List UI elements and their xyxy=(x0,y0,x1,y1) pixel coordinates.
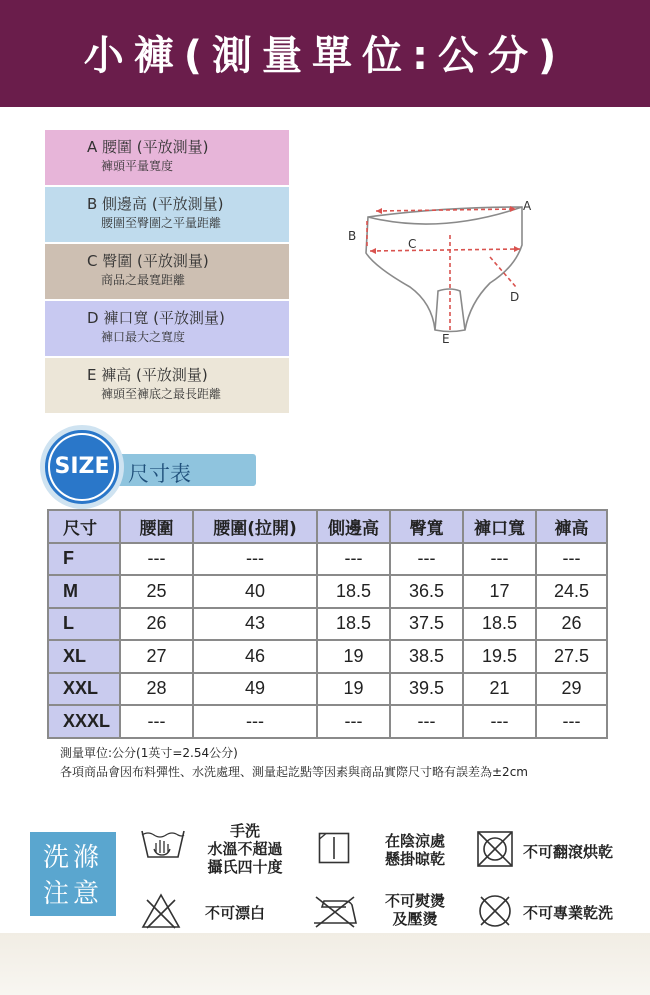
table-cell: 39.5 xyxy=(390,673,463,706)
size-chart-title: 尺寸表 xyxy=(128,462,191,486)
care-text-hand-wash: 手洗 水溫不超過 攝氏四十度 xyxy=(207,822,283,876)
table-cell: 27 xyxy=(120,640,193,673)
no-tumble-dry-icon xyxy=(476,830,514,868)
table-cell: --- xyxy=(390,705,463,738)
table-cell: 17 xyxy=(463,575,536,608)
table-cell: --- xyxy=(463,543,536,576)
column-header: 臀寬 xyxy=(390,510,463,543)
footer-band xyxy=(0,933,650,995)
table-cell: --- xyxy=(390,543,463,576)
table-cell: 19 xyxy=(317,640,390,673)
measure-name: C 臀圍 (平放測量) xyxy=(87,252,209,270)
care-title-line: 洗滌 xyxy=(42,843,103,873)
table-cell: 24.5 xyxy=(536,575,607,608)
care-text-no-dryclean: 不可專業乾洗 xyxy=(523,904,614,922)
column-header: 尺寸 xyxy=(48,510,120,543)
table-cell: 25 xyxy=(120,575,193,608)
size-circle-label: SIZE xyxy=(54,454,110,479)
table-cell: --- xyxy=(536,543,607,576)
table-row xyxy=(48,705,607,738)
measurement-notes xyxy=(60,744,640,782)
size-cell: XL xyxy=(48,640,120,673)
column-header: 腰圍 xyxy=(120,510,193,543)
measure-item-leg-opening xyxy=(45,301,289,356)
care-text-no-iron: 不可熨燙 及壓燙 xyxy=(384,892,445,928)
size-cell: L xyxy=(48,608,120,641)
table-cell: 18.5 xyxy=(463,608,536,641)
measure-desc: 商品之最寬距離 xyxy=(101,273,186,287)
table-cell: --- xyxy=(317,705,390,738)
measure-name: B 側邊高 (平放測量) xyxy=(87,195,224,213)
table-cell: 27.5 xyxy=(536,640,607,673)
measure-desc: 褲口最大之寬度 xyxy=(101,330,186,344)
diagram-label-b: B xyxy=(348,229,357,243)
diagram-label-c: C xyxy=(408,237,417,251)
measure-item-waist xyxy=(45,130,289,185)
measure-desc: 褲頭至褲底之最長距離 xyxy=(101,387,222,401)
hang-dry-icon xyxy=(318,832,350,864)
table-cell: 49 xyxy=(193,673,317,706)
table-cell: 46 xyxy=(193,640,317,673)
no-dry-clean-icon xyxy=(476,892,514,930)
table-row xyxy=(48,543,607,576)
size-cell: M xyxy=(48,575,120,608)
measure-name: A 腰圍 (平放測量) xyxy=(87,138,209,156)
table-row xyxy=(48,640,607,673)
page-title: 小褲(測量單位:公分) xyxy=(83,33,567,79)
diagram-label-d: D xyxy=(510,290,520,304)
note-line: 測量單位:公分(1英寸=2.54公分) xyxy=(60,746,238,760)
table-cell: 26 xyxy=(536,608,607,641)
table-cell: 26 xyxy=(120,608,193,641)
diagram-label-a: A xyxy=(523,199,532,213)
table-row xyxy=(48,575,607,608)
column-header: 側邊高 xyxy=(317,510,390,543)
table-cell: --- xyxy=(193,705,317,738)
no-iron-icon xyxy=(310,893,360,929)
measure-item-side-height xyxy=(45,187,289,242)
table-cell: 38.5 xyxy=(390,640,463,673)
care-text-no-bleach: 不可漂白 xyxy=(205,904,266,922)
table-cell: 40 xyxy=(193,575,317,608)
table-cell: 36.5 xyxy=(390,575,463,608)
measure-item-rise xyxy=(45,358,289,413)
measure-desc: 腰圍至臀圍之平量距離 xyxy=(101,216,222,230)
table-row xyxy=(48,608,607,641)
underwear-diagram xyxy=(340,195,540,345)
care-text-no-tumble: 不可翻滾烘乾 xyxy=(523,843,614,861)
table-cell: --- xyxy=(120,705,193,738)
table-cell: --- xyxy=(317,543,390,576)
table-cell: 21 xyxy=(463,673,536,706)
table-cell: 43 xyxy=(193,608,317,641)
care-text-hang-dry: 在陰涼處 懸掛晾乾 xyxy=(384,832,445,868)
no-bleach-icon xyxy=(140,892,182,930)
table-cell: --- xyxy=(120,543,193,576)
table-cell: --- xyxy=(463,705,536,738)
measure-name: E 褲高 (平放測量) xyxy=(87,366,208,384)
table-row xyxy=(48,673,607,706)
measurement-legend xyxy=(45,130,289,415)
table-cell: --- xyxy=(193,543,317,576)
care-title-line: 注意 xyxy=(42,879,103,909)
size-cell: F xyxy=(48,543,120,576)
table-cell: 18.5 xyxy=(317,608,390,641)
column-header: 腰圍(拉開) xyxy=(193,510,317,543)
table-cell: 19 xyxy=(317,673,390,706)
size-table xyxy=(47,509,608,739)
hand-wash-icon xyxy=(140,825,186,861)
table-cell: 37.5 xyxy=(390,608,463,641)
measure-item-hip xyxy=(45,244,289,299)
column-header: 褲高 xyxy=(536,510,607,543)
care-title xyxy=(30,840,116,912)
table-cell: --- xyxy=(536,705,607,738)
size-cell: XXL xyxy=(48,673,120,706)
size-chart-badge xyxy=(40,425,220,510)
measure-name: D 褲口寬 (平放測量) xyxy=(87,309,225,327)
table-cell: 29 xyxy=(536,673,607,706)
table-cell: 18.5 xyxy=(317,575,390,608)
diagram-label-e: E xyxy=(442,332,450,345)
size-cell: XXXL xyxy=(48,705,120,738)
table-cell: 28 xyxy=(120,673,193,706)
measure-desc: 褲頭平量寬度 xyxy=(101,159,174,173)
table-header-row xyxy=(48,510,607,543)
note-line: 各項商品會因布料彈性、水洗處理、測量起訖點等因素與商品實際尺寸略有誤差為±2cm xyxy=(60,765,528,779)
column-header: 褲口寬 xyxy=(463,510,536,543)
table-cell: 19.5 xyxy=(463,640,536,673)
page-header xyxy=(0,0,650,107)
